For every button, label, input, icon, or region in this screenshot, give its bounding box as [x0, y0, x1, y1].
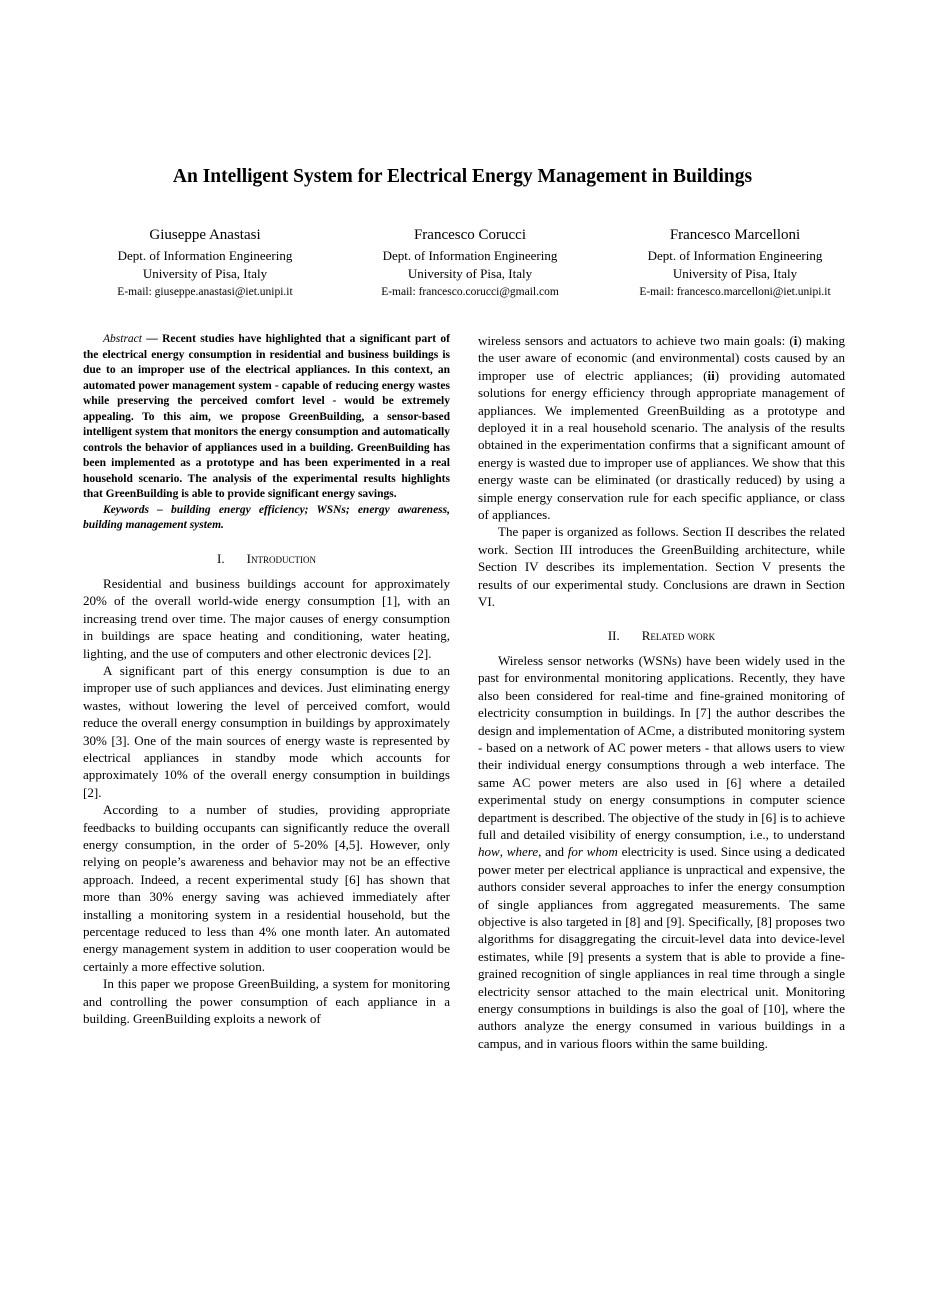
abstract-label: Abstract — [103, 333, 142, 345]
emphasis: for whom — [567, 844, 618, 860]
related-work-paragraph — [478, 652, 845, 1052]
author-email: E-mail: francesco.corucci@gmail.com — [381, 286, 559, 298]
author-dept: Dept. of Information Engineering — [647, 248, 823, 263]
text-run: Wireless sensor networks (WSNs) have been widely used in the past for environmental monitoring applications. Recently, they have also been considered for real-time and fine-grained monitoring of electricity consumption in buildings. In [7] the author describes the design and implementation of ACme, a distributed monitoring system - based on a network of AC power meters - that allows users to view their individual energy consumptions through a web interface. The same AC power meters are also used in [6] where a detailed experimental study on energy consumptions in computer science department is described. The objective of the study in [6] is to achieve full and detailed visibility of energy consumption, i.e., to understand — [478, 652, 845, 842]
abstract-dash: — — [141, 333, 163, 345]
left-column — [83, 332, 450, 1027]
keywords: Keywords – building energy efficiency; WSNs; energy awareness, building management system. — [83, 503, 450, 531]
author-univ: University of Pisa, Italy — [407, 266, 533, 281]
list-marker: ii — [707, 367, 715, 383]
intro-paragraph-1: Residential and business buildings account for approximately 20% of the overall world-wide energy consumption [1], with an increasing trend over time. The major causes of energy consumption in buildings are space heating and conditioning, water heating, lighting, and the use of computers and other electronic devices [2]. — [83, 575, 450, 661]
author-1 — [80, 226, 330, 301]
author-univ: University of Pisa, Italy — [142, 266, 268, 281]
text-run: electricity is used. Since using a dedicated power meter per electrical appliance is unpractical and expensive, the authors consider several approaches to infer the energy consumption of single appliances from aggregated measurements. The same objective is also targeted in [8] and [9]. Specifically, [8] proposes two algorithms for disaggregating the circuit-level data into device-level estimates, while [9] presents a system that is able to provide a fine-grained recognition of single appliances in real time through a single electricity sensor attached to the main electrical unit. Monitoring energy consumptions in buildings is also the goal of [10], where the authors analyze the energy consumed in various buildings in a campus, and in various floors within the same building. — [478, 844, 845, 1051]
section-heading-introduction — [83, 550, 450, 567]
paper-title: An Intelligent System for Electrical Energy Management in Buildings — [172, 166, 753, 187]
author-univ: University of Pisa, Italy — [672, 266, 798, 281]
author-block — [80, 226, 860, 301]
text-run: , — [499, 844, 507, 860]
right-column — [478, 332, 845, 1052]
intro-paragraph-3: According to a number of studies, providing appropriate feedbacks to building occupants can significantly reduce the overall energy consumption, in the order of 5-20% [4,5]. However, only relying on people’s awareness and behavior may not be an effective approach. Indeed, a recent experimental study [6] has shown that more than 30% energy saving was achieved immediately after installing a monitoring system in a residential household, but the percentage reduced to less than 4% one month later. An automated energy management system in addition to user cooperation would be certainly a more effective solution. — [83, 802, 450, 974]
author-name: Francesco Marcelloni — [669, 227, 801, 243]
intro-paragraph-4: In this paper we propose GreenBuilding, a system for monitoring and controlling the power consumption of each appliance in a building. GreenBuilding exploits a nework of — [83, 976, 450, 1027]
text-run: , and — [538, 844, 568, 860]
emphasis: how — [478, 844, 500, 860]
author-dept: Dept. of Information Engineering — [117, 248, 293, 263]
section-number: II. — [607, 627, 620, 643]
emphasis: where — [506, 844, 539, 860]
section-heading-related-work — [478, 627, 845, 644]
author-dept: Dept. of Information Engineering — [382, 248, 558, 263]
intro-paragraph-2: A significant part of this energy consumption is due to an improper use of such appliances and devices. Just eliminating energy wastes, without lowering the level of perceived comfort, would reduce the overall energy consumption in buildings by approximately 30% [3]. One of the main sources of energy waste is represented by electrical appliances in standby mode which accounts for approximately 10% of the overall energy consumption in buildings [2]. — [83, 662, 450, 800]
section-number: I. — [217, 550, 225, 566]
intro-paragraph-continued — [478, 332, 845, 523]
section-title: Introduction — [246, 550, 316, 566]
text-run: ) making the user aware of economic (and environmental) costs caused by an improper use of electric appliances; ( — [478, 333, 845, 383]
abstract-text: Recent studies have highlighted that a significant part of the electrical energy consumption in residential and business buildings is due to an improper use of the electrical appliances. In this context, an automated power management system - capable of reducing energy wastes while preserving the perceived comfort level - would be extremely appealing. To this aim, we propose GreenBuilding, a sensor-based intelligent system that monitors the energy consumption and automatically controls the behavior of appliances used in a building. GreenBuilding has been implemented as a prototype and has been experimented in a real household scenario. The analysis of the experimental results highlights that GreenBuilding is able to provide significant energy savings. — [83, 333, 450, 500]
text-run: ) providing automated solutions for energy efficiency through appropriate management of appliances. We implemented GreenBuilding as a prototype and deployed it in a real household scenario. The analysis of the results obtained in the experimentation confirms that a significant amount of energy is wasted due to improper use of appliances. We show that this energy waste can be eliminated (or drastically reduced) by using a simple energy conservation rule for each specific appliance, or class of appliances. — [478, 367, 845, 523]
intro-paragraph-organization: The paper is organized as follows. Section II describes the related work. Section III introduces the GreenBuilding architecture, while Section IV describes its implementation. Section V presents the results of our experimental study. Conclusions are drawn in Section VI. — [478, 524, 845, 610]
author-2 — [345, 226, 595, 301]
author-name: Francesco Corucci — [413, 227, 527, 243]
list-marker: i — [793, 333, 798, 348]
section-title: Related work — [641, 627, 716, 643]
author-email: E-mail: giuseppe.anastasi@iet.unipi.it — [117, 286, 293, 298]
abstract — [83, 332, 450, 503]
author-3 — [610, 226, 860, 301]
author-name: Giuseppe Anastasi — [149, 227, 261, 243]
author-email: E-mail: francesco.marcelloni@iet.unipi.it — [639, 286, 831, 298]
text-run: wireless sensors and actuators to achieve two main goals: ( — [478, 333, 794, 348]
